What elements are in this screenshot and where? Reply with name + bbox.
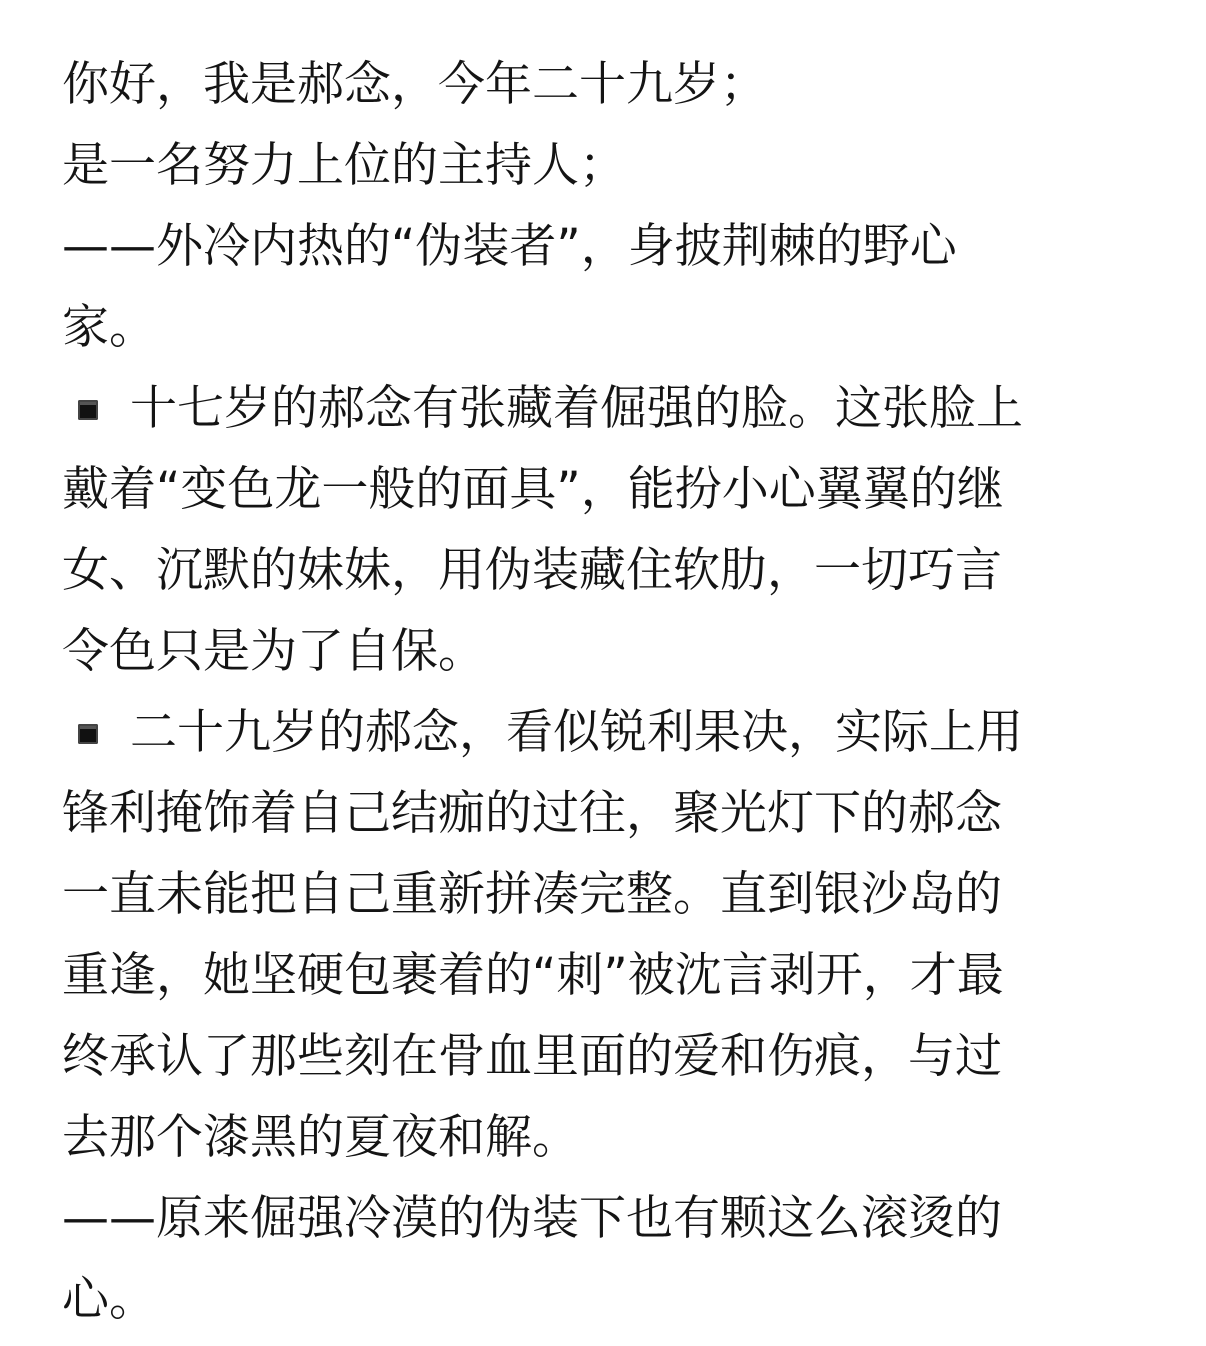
text-line: 是一名努力上位的主持人； xyxy=(62,138,626,193)
age-29-paragraph xyxy=(62,692,1152,1340)
text-line: ——外冷内热的“伪装者”，身披荆棘的野心 xyxy=(62,219,957,274)
intro-paragraph xyxy=(62,44,1152,368)
text-line: 家。 xyxy=(62,300,156,355)
character-description xyxy=(62,44,1152,1340)
text-line: 去那个漆黑的夏夜和解。 xyxy=(62,1110,579,1165)
text-line: 终承认了那些刻在骨血里面的爱和伤痕，与过 xyxy=(62,1029,1002,1084)
age-17-paragraph xyxy=(62,368,1152,692)
text-line: 女、沉默的妹妹，用伪装藏住软肋，一切巧言 xyxy=(62,543,1002,598)
black-square-icon xyxy=(78,400,98,420)
text-line: 心。 xyxy=(62,1272,156,1327)
text-line: 十七岁的郝念有张藏着倔强的脸。这张脸上 xyxy=(130,381,1023,436)
text-line: 戴着“变色龙一般的面具”，能扮小心翼翼的继 xyxy=(62,462,1004,517)
text-line: 锋利掩饰着自己结痂的过往，聚光灯下的郝念 xyxy=(62,786,1002,841)
text-line: 二十九岁的郝念，看似锐利果决，实际上用 xyxy=(130,705,1023,760)
text-line: ——原来倔强冷漠的伪装下也有颗这么滚烫的 xyxy=(62,1191,1002,1246)
text-line: 令色只是为了自保。 xyxy=(62,624,485,679)
text-line: 你好，我是郝念，今年二十九岁； xyxy=(62,57,767,112)
text-line: 一直未能把自己重新拼凑完整。直到银沙岛的 xyxy=(62,867,1002,922)
black-square-icon xyxy=(78,724,98,744)
text-line: 重逢，她坚硬包裹着的“刺”被沈言剥开，才最 xyxy=(62,948,1004,1003)
